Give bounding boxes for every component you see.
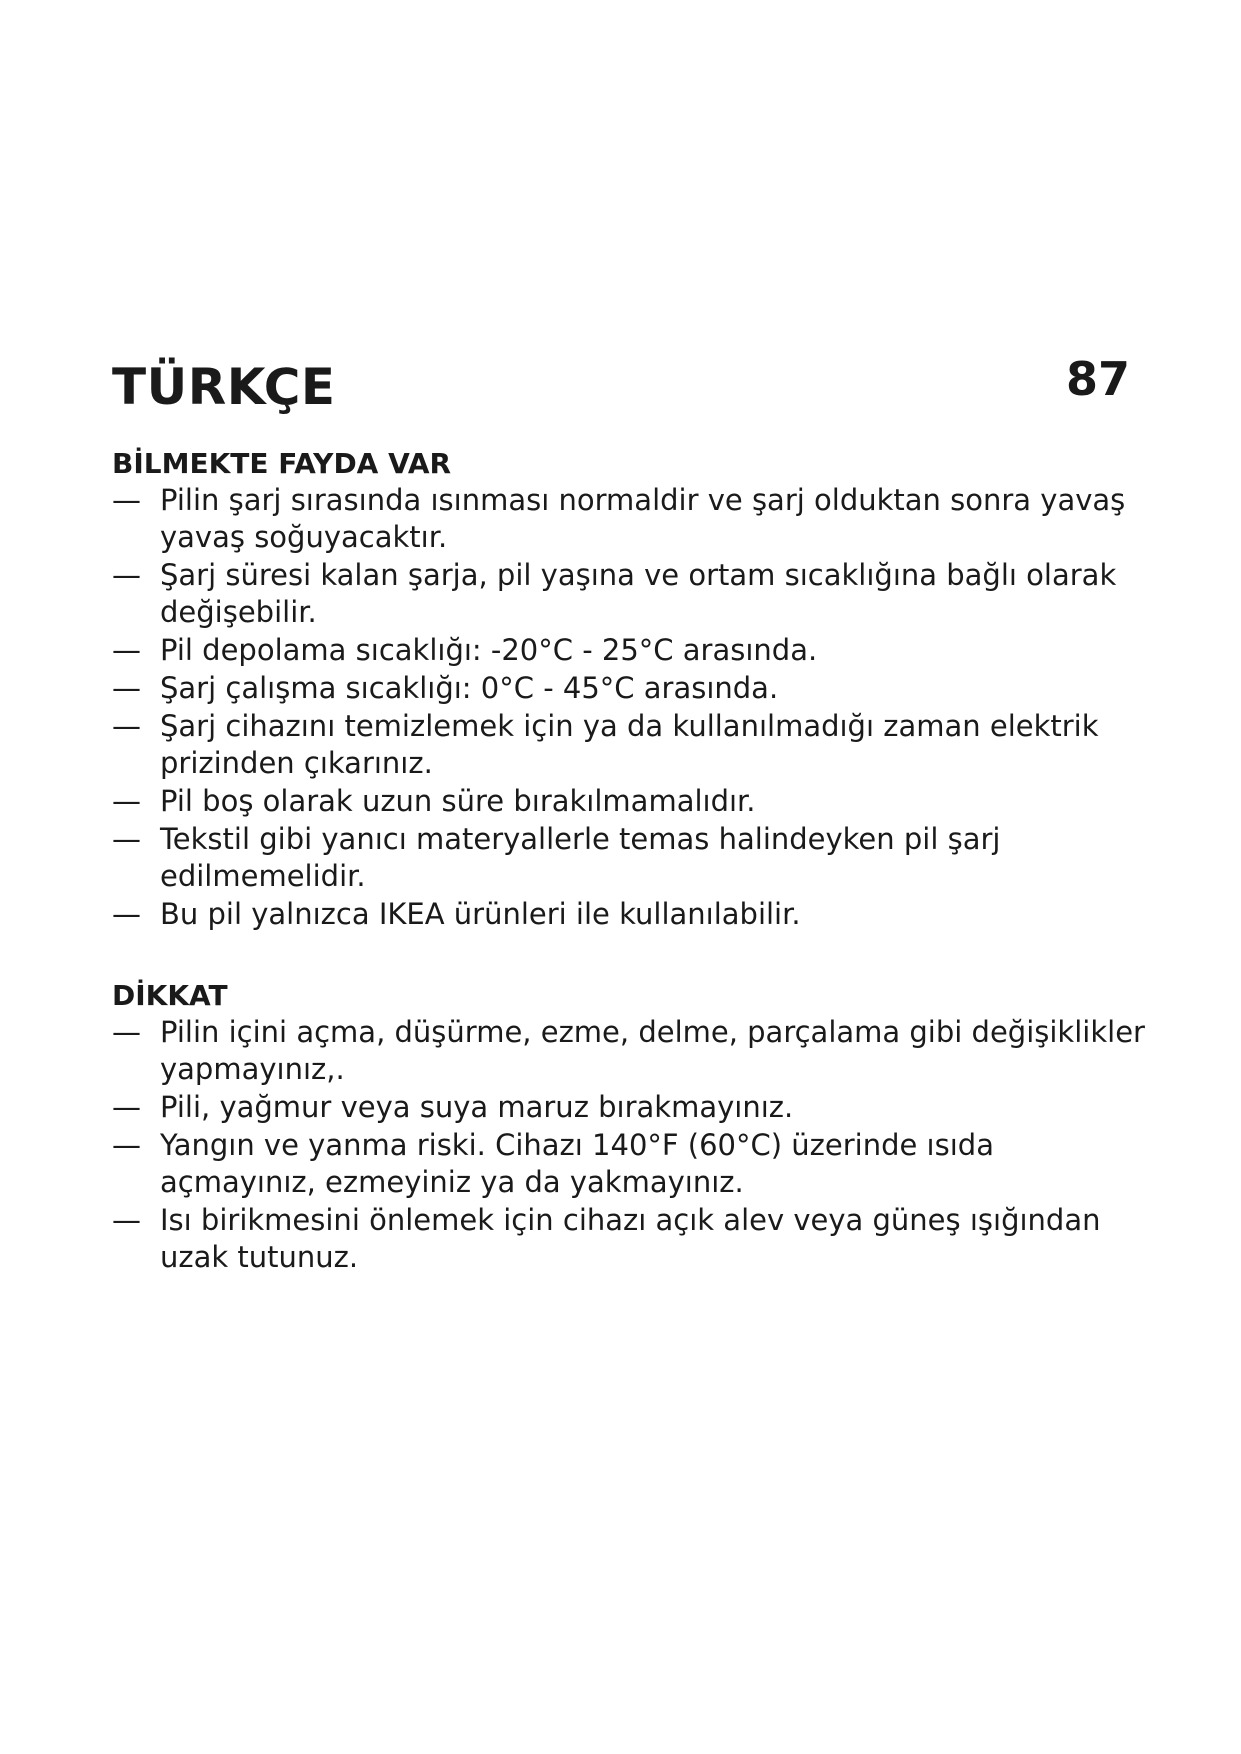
dash-bullet-icon: — (112, 822, 141, 856)
section-warning (112, 978, 1152, 1277)
list-item-text: Tekstil gibi yanıcı materyallerle temas halindeyken pil şarj edilmemelidir. (160, 822, 1001, 893)
list-item (112, 1014, 1152, 1088)
list-item-text: Şarj süresi kalan şarja, pil yaşına ve ortam sıcaklığına bağlı olarak değişebilir. (160, 558, 1117, 629)
bullet-list (112, 482, 1152, 933)
dash-bullet-icon: — (112, 897, 141, 931)
bullet-list (112, 1014, 1152, 1276)
list-item (112, 557, 1152, 631)
dash-bullet-icon: — (112, 1015, 141, 1049)
section-heading: BİLMEKTE FAYDA VAR (112, 447, 452, 480)
list-item-text: Şarj çalışma sıcaklığı: 0°C - 45°C arasında. (160, 671, 779, 705)
list-item (112, 708, 1152, 782)
dash-bullet-icon: — (112, 709, 141, 743)
list-item (112, 821, 1152, 895)
list-item (112, 783, 1152, 820)
dash-bullet-icon: — (112, 671, 141, 705)
list-item (112, 1202, 1152, 1276)
dash-bullet-icon: — (112, 1203, 141, 1237)
page-title: TÜRKÇE (112, 358, 336, 416)
list-item-text: Pili, yağmur veya suya maruz bırakmayınız. (160, 1090, 794, 1124)
list-item (112, 1089, 1152, 1126)
list-item-text: Isı birikmesini önlemek için cihazı açık alev veya güneş ışığından uzak tutunuz. (160, 1203, 1101, 1274)
dash-bullet-icon: — (112, 483, 141, 517)
list-item-text: Pilin içini açma, düşürme, ezme, delme, parçalama gibi değişiklikler yapmayınız,. (160, 1015, 1145, 1086)
list-item (112, 896, 1152, 933)
dash-bullet-icon: — (112, 558, 141, 592)
list-item-text: Yangın ve yanma riski. Cihazı 140°F (60°C) üzerinde ısıda açmayınız, ezmeyiniz ya da yakmayınız. (160, 1128, 994, 1199)
section-good-to-know (112, 446, 1152, 934)
dash-bullet-icon: — (112, 1090, 141, 1124)
dash-bullet-icon: — (112, 784, 141, 818)
list-item-text: Şarj cihazını temizlemek için ya da kullanılmadığı zaman elektrik prizinden çıkarınız. (160, 709, 1099, 780)
list-item-text: Pilin şarj sırasında ısınması normaldir ve şarj olduktan sonra yavaş yavaş soğuyacaktır. (160, 483, 1126, 554)
list-item (112, 482, 1152, 556)
dash-bullet-icon: — (112, 1128, 141, 1162)
dash-bullet-icon: — (112, 633, 141, 667)
list-item (112, 1127, 1152, 1201)
list-item (112, 670, 1152, 707)
list-item-text: Pil boş olarak uzun süre bırakılmamalıdır. (160, 784, 756, 818)
section-heading: DİKKAT (112, 979, 228, 1012)
page-number: 87 (1065, 352, 1130, 406)
list-item (112, 632, 1152, 669)
list-item-text: Bu pil yalnızca IKEA ürünleri ile kullanılabilir. (160, 897, 801, 931)
list-item-text: Pil depolama sıcaklığı: -20°C - 25°C arasında. (160, 633, 818, 667)
